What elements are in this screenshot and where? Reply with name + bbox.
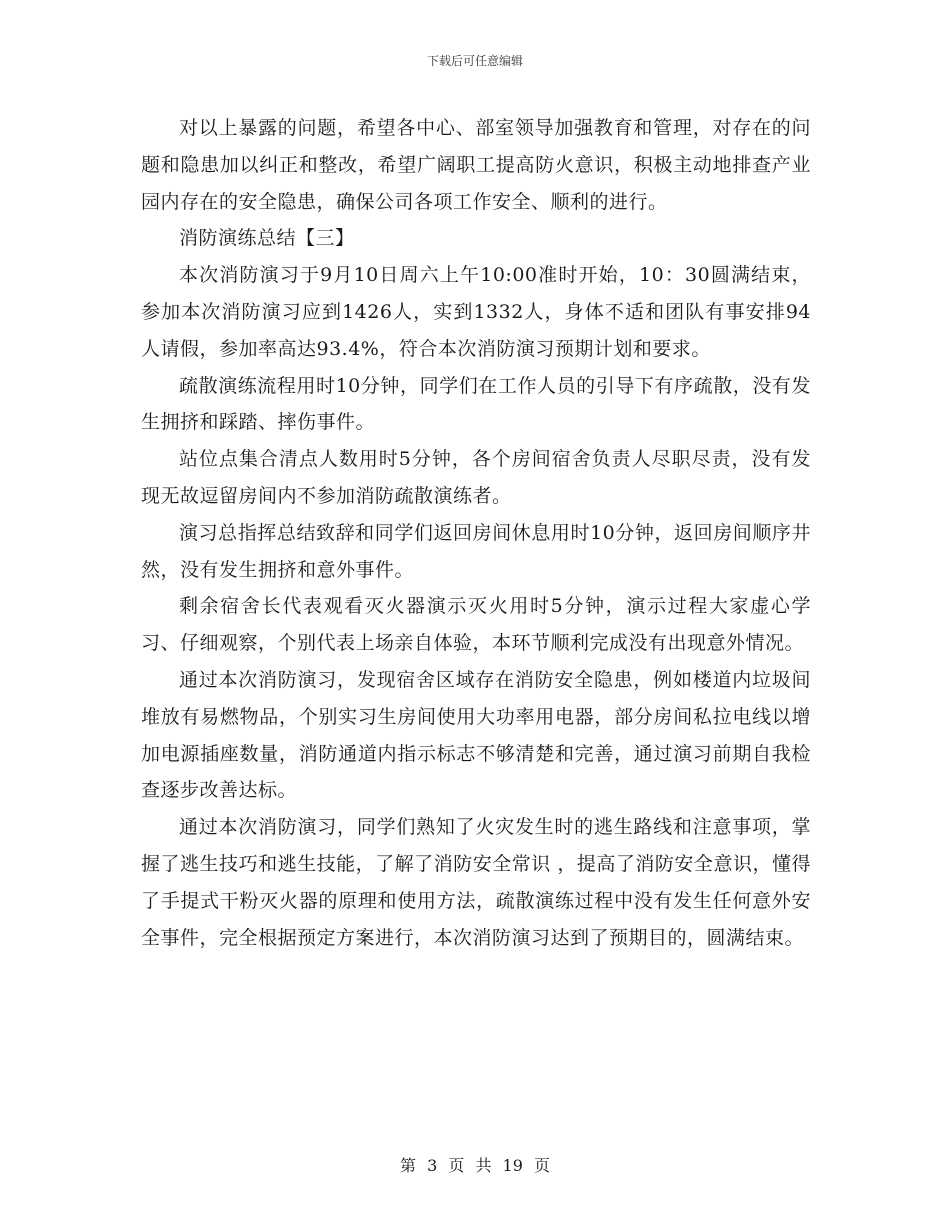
paragraph: 通过本次消防演习，同学们熟知了火灾发生时的逃生路线和注意事项，掌握了逃生技巧和逃生技能，了解了消防安全常识 ，提高了消防安全意识，懂得了手提式干粉灭火器的原理和使用方法，疏散演练过程中没有发生任何意外安全事件，完全根据预定方案进行，本次消防演习达到了预期目的，圆满结束。 bbox=[141, 816, 811, 949]
paragraph: 站位点集合清点人数用时5分钟，各个房间宿舍负责人尽职尽责，没有发现无故逗留房间内不参加消防疏散演练者。 bbox=[141, 448, 811, 507]
page-number-footer: 第 3 页 共 19 页 bbox=[400, 1156, 550, 1175]
paragraph: 本次消防演习于9月10日周六上午10:00准时开始，10：30圆满结束，参加本次消防演习应到1426人，实到1332人，身体不适和团队有事安排94人请假，参加率高达93.4%，符合本次消防演习预期计划和要求。 bbox=[141, 264, 811, 360]
paragraph: 演习总指挥总结致辞和同学们返回房间休息用时10分钟，返回房间顺序井然，没有发生拥挤和意外事件。 bbox=[141, 521, 811, 581]
paragraph: 疏散演练流程用时10分钟，同学们在工作人员的引导下有序疏散，没有发生拥挤和踩踏、摔伤事件。 bbox=[141, 374, 811, 434]
paragraph: 对以上暴露的问题，希望各中心、部室领导加强教育和管理，对存在的问题和隐患加以纠正和整改，希望广阔职工提高防火意识，积极主动地排查产业园内存在的安全隐患，确保公司各项工作安全、顺利的进行。 bbox=[141, 117, 811, 213]
paragraph: 剩余宿舍长代表观看灭火器演示灭火用时5分钟，演示过程大家虚心学习、仔细观察，个别代表上场亲自体验，本环节顺利完成没有出现意外情况。 bbox=[141, 595, 811, 655]
paragraph: 通过本次消防演习，发现宿舍区域存在消防安全隐患，例如楼道内垃圾间堆放有易燃物品，个别实习生房间使用大功率用电器，部分房间私拉电线以增加电源插座数量，消防通道内指示标志不够清楚和完善，通过演习前期自我检查逐步改善达标。 bbox=[141, 668, 811, 802]
document-body bbox=[141, 110, 811, 956]
section-heading: 消防演练总结【三】 bbox=[179, 227, 355, 250]
header-note: 下载后可任意编辑 bbox=[426, 54, 523, 68]
